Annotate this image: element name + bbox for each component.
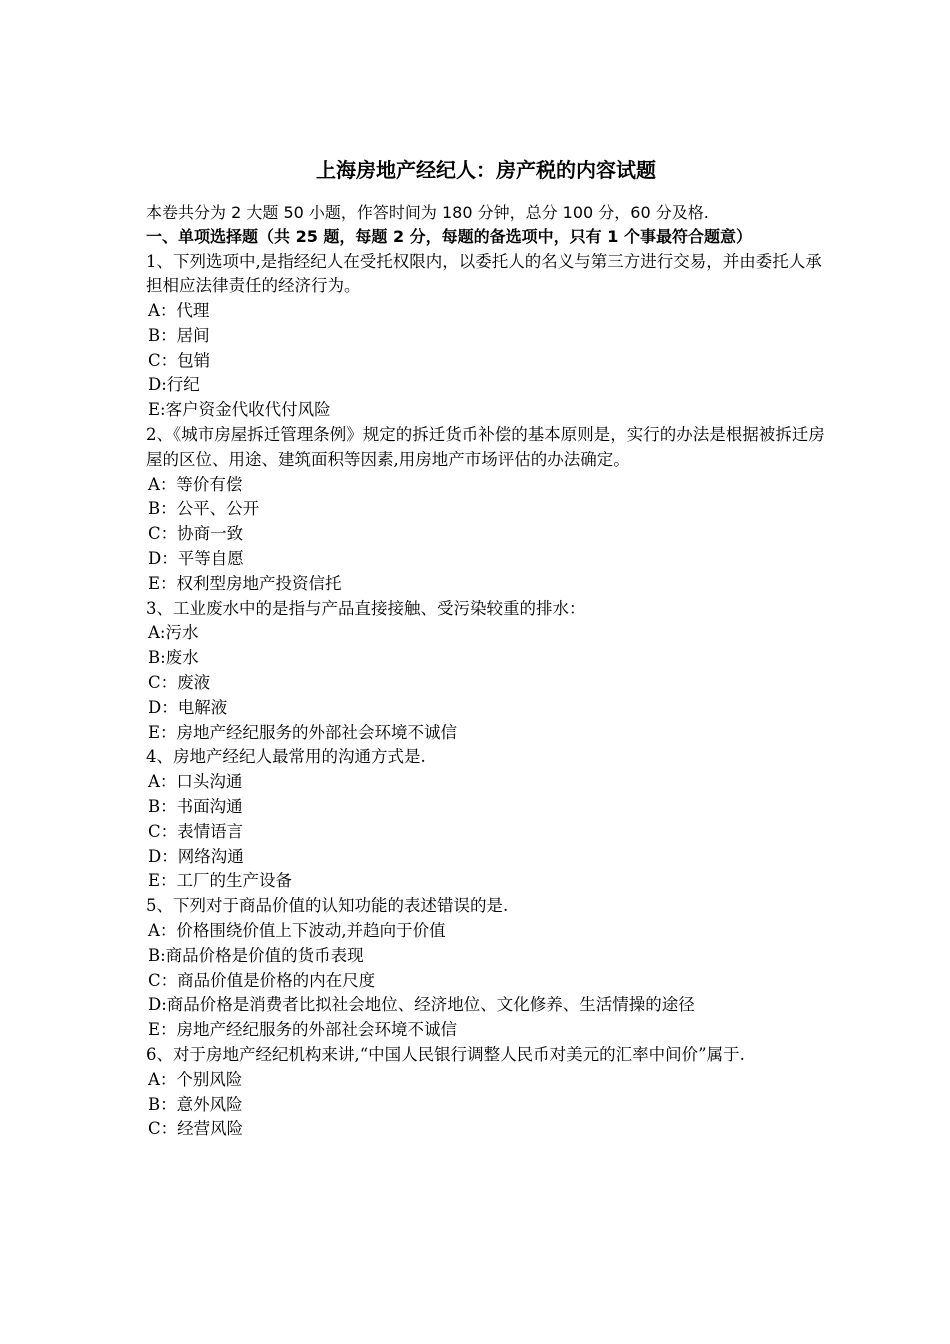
question-2: [146, 423, 826, 597]
section-heading: 一、单项选择题（共 25 题，每题 2 分，每题的备选项中，只有 1 个事最符合题意）: [146, 227, 752, 246]
option-e: E:客户资金代收代付风险: [148, 400, 331, 420]
exam-intro: 本卷共分为 2 大题 50 小题，作答时间为 180 分钟，总分 100 分，60 分及格.: [146, 203, 709, 222]
option-b: B:商品价格是价值的货币表现: [148, 945, 364, 965]
option-b: B：公平、公开: [148, 499, 260, 519]
option-d: D:行纪: [148, 375, 200, 395]
option-c: C：协商一致: [148, 524, 244, 544]
question-1: [146, 250, 826, 424]
option-c: C：经营风险: [148, 1119, 244, 1139]
document-body: [146, 155, 826, 1142]
question-5: [146, 894, 826, 1043]
question-text: 6、对于房地产经纪机构来讲,“中国人民银行调整人民币对美元的汇率中间价”属于.: [146, 1045, 745, 1064]
option-b: B:废水: [148, 648, 199, 668]
document-title: 上海房地产经纪人：房产税的内容试题: [316, 158, 656, 182]
option-a: A：等价有偿: [148, 474, 243, 494]
option-c: C：表情语言: [148, 821, 244, 841]
question-text: 4、房地产经纪人最常用的沟通方式是.: [146, 747, 426, 767]
option-b: B：书面沟通: [148, 797, 243, 817]
option-e: E：权利型房地产投资信托: [148, 573, 342, 593]
option-a: A：代理: [148, 301, 210, 321]
option-d: D：平等自愿: [148, 549, 244, 569]
option-b: B：居间: [148, 325, 210, 345]
option-a: A：价格围绕价值上下波动,并趋向于价值: [148, 921, 446, 941]
option-c: C：商品价值是价格的内在尺度: [148, 970, 376, 990]
question-6: [146, 1043, 826, 1142]
option-d: D:商品价格是消费者比拟社会地位、经济地位、文化修养、生活情操的途径: [148, 995, 695, 1015]
question-text: 5、下列对于商品价值的认知功能的表述错误的是.: [146, 896, 509, 916]
option-e: E：房地产经纪服务的外部社会环境不诚信: [148, 1020, 458, 1040]
option-b: B：意外风险: [148, 1094, 243, 1114]
option-d: D：电解液: [148, 697, 228, 717]
option-d: D：网络沟通: [148, 846, 244, 866]
option-e: E：工厂的生产设备: [148, 871, 293, 891]
question-4: [146, 745, 826, 894]
option-a: A：个别风险: [148, 1069, 243, 1089]
question-text: 3、工业废水中的是指与产品直接接触、受污染较重的排水：: [146, 598, 586, 618]
option-a: A:污水: [148, 623, 199, 643]
option-e: E：房地产经纪服务的外部社会环境不诚信: [148, 722, 458, 742]
question-3: [146, 597, 826, 746]
question-text: 2、《城市房屋拆迁管理条例》规定的拆迁货币补偿的基本原则是，实行的办法是根据被拆迁房屋的区位、用途、建筑面积等因素,用房地产市场评估的办法确定。: [146, 425, 825, 469]
option-c: C：包销: [148, 350, 211, 370]
question-text: 1、下列选项中,是指经纪人在受托权限内，以委托人的名义与第三方进行交易，并由委托人承担相应法律责任的经济行为。: [146, 251, 822, 296]
option-a: A：口头沟通: [148, 772, 243, 792]
option-c: C：废液: [148, 673, 211, 693]
